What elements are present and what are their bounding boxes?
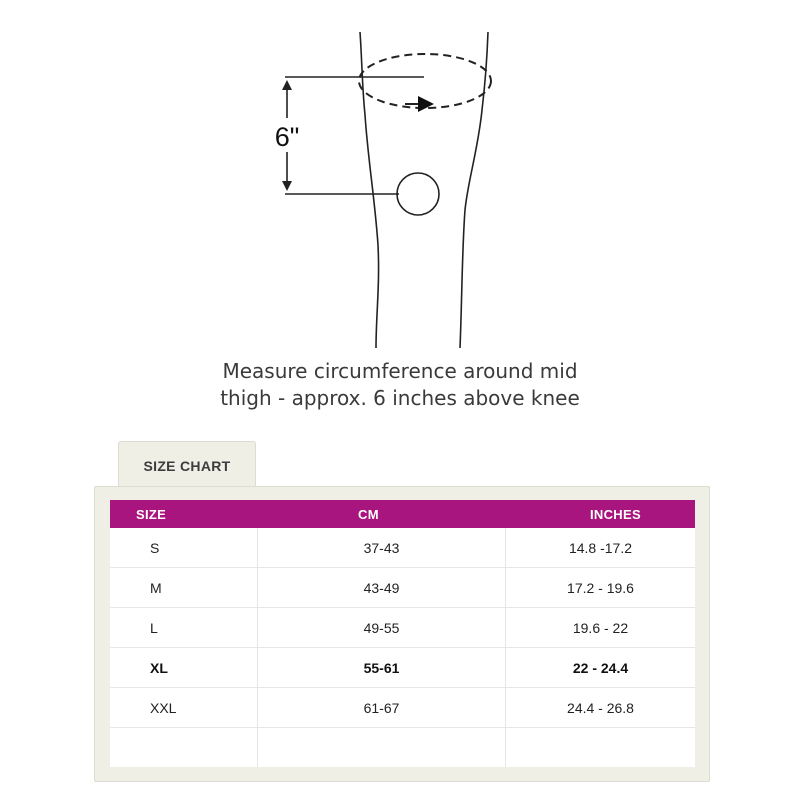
cell-inches: [506, 728, 695, 767]
table-row: [110, 728, 695, 767]
table-row: [110, 528, 695, 568]
cell-size: XXL: [110, 688, 258, 727]
cell-inches: 14.8 -17.2: [568, 539, 633, 556]
header-inches: INCHES: [590, 506, 641, 522]
cell-cm: 49-55: [258, 608, 506, 647]
cell-size: M: [110, 568, 258, 607]
caption-line-1: Measure circumference around mid: [222, 359, 578, 383]
size-chart-body: [110, 528, 695, 767]
cell-inches: 22 - 24.4: [572, 659, 629, 676]
cell-size: XL: [110, 648, 258, 687]
cell-cm: 55-61: [258, 648, 506, 687]
cell-size: L: [110, 608, 258, 647]
size-chart-header-row: [110, 500, 695, 528]
size-chart-tab-label: SIZE CHART: [143, 458, 231, 474]
cell-size: S: [110, 528, 258, 567]
circumference-arrow-head: [418, 96, 434, 112]
cell-size: [110, 728, 258, 767]
dimension-arrow-up: [282, 80, 292, 90]
cell-cm: 43-49: [258, 568, 506, 607]
cell-cm: [258, 728, 506, 767]
header-size: SIZE: [136, 506, 167, 522]
measurement-label: 6": [274, 122, 300, 152]
table-row: [110, 568, 695, 608]
measurement-instructions: [0, 358, 800, 412]
cell-cm: 61-67: [258, 688, 506, 727]
caption-line-2: thigh - approx. 6 inches above knee: [220, 386, 580, 410]
table-row: [110, 608, 695, 648]
size-chart-panel: [94, 486, 710, 782]
leg-left-outline: [360, 32, 379, 348]
size-chart-table: [110, 500, 695, 767]
cell-inches: 19.6 - 22: [572, 619, 629, 636]
header-cm: CM: [358, 506, 379, 522]
leg-right-outline: [460, 32, 488, 348]
table-row: [110, 688, 695, 728]
cell-inches: 17.2 - 19.6: [567, 579, 634, 596]
knee-circle: [397, 173, 439, 215]
leg-measurement-diagram: [0, 0, 800, 350]
cell-inches: 24.4 - 26.8: [567, 699, 634, 716]
dimension-arrow-down: [282, 181, 292, 191]
cell-cm: 37-43: [258, 528, 506, 567]
table-row: [110, 648, 695, 688]
